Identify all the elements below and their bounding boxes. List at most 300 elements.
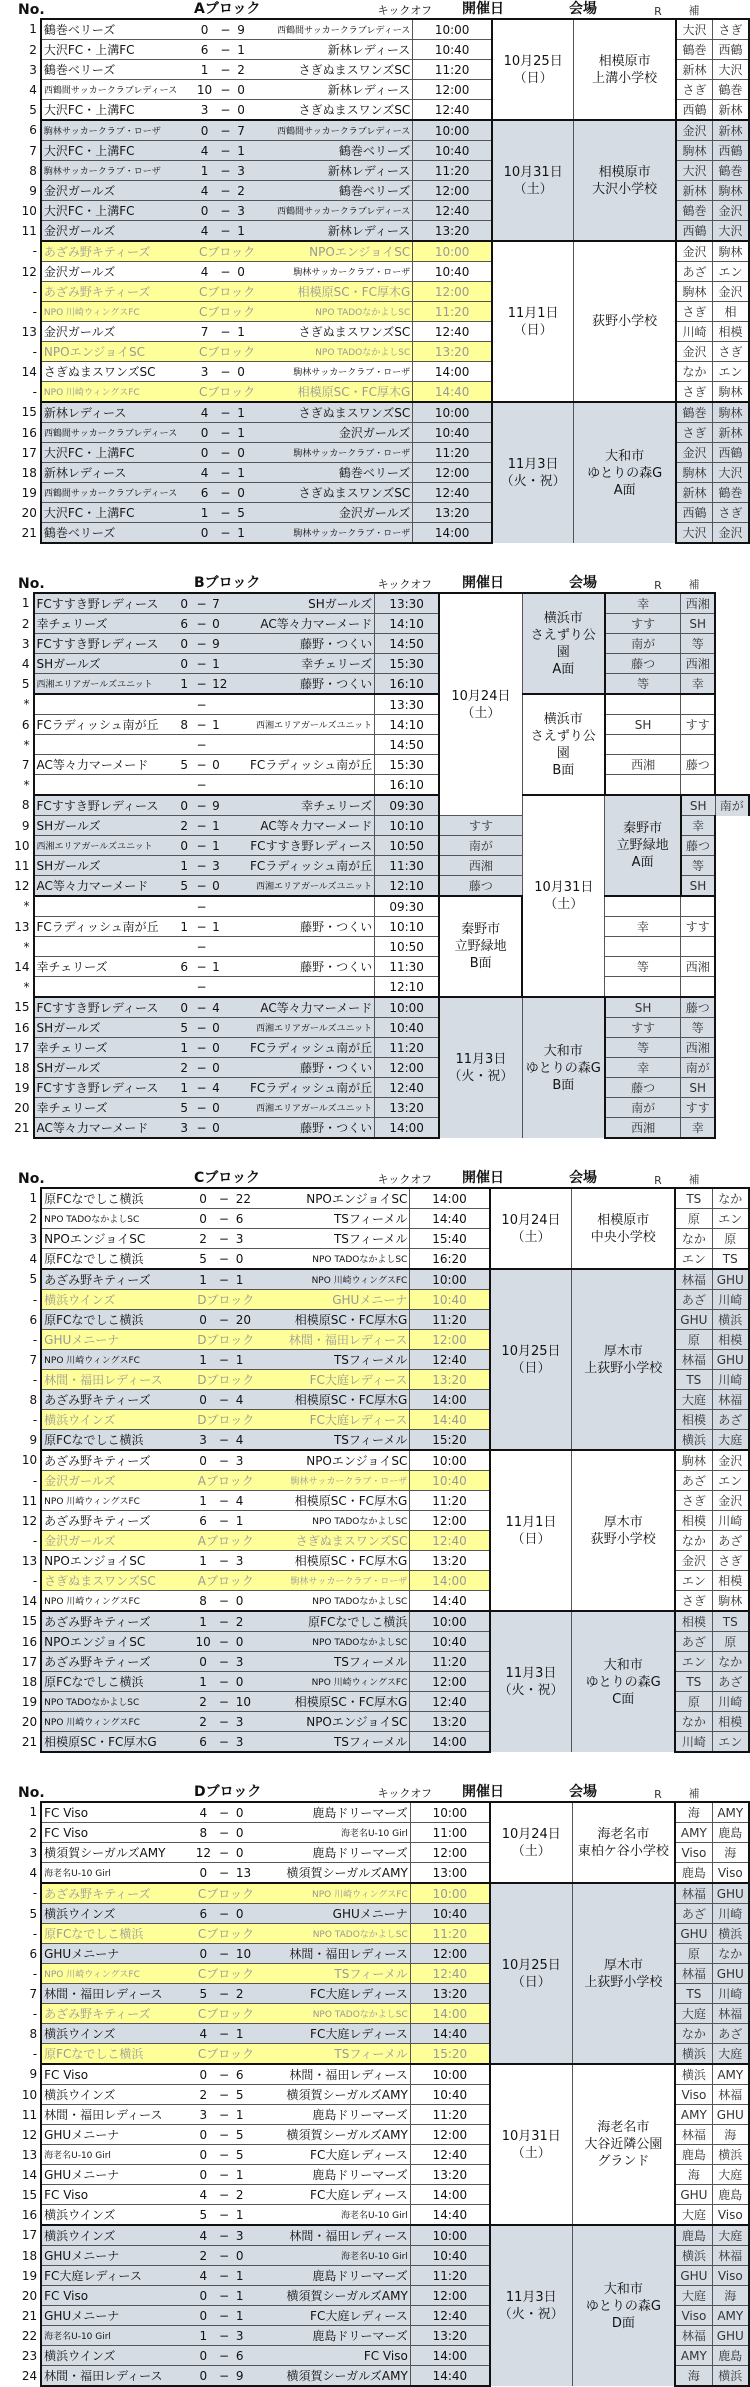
referee-team: 大庭: [675, 2004, 712, 2024]
score-dash: −: [193, 634, 210, 654]
away-score: 0: [210, 1038, 233, 1058]
home-team: SHガールズ: [34, 654, 176, 674]
block-header: [0, 574, 750, 592]
away-score: [210, 775, 233, 796]
assistant-team: 大沢: [712, 463, 749, 483]
referee-team: AMY: [675, 2105, 712, 2125]
match-number: 15: [0, 1611, 41, 1632]
match-row: [0, 1269, 749, 1290]
away-score: 6: [234, 1209, 260, 1229]
venue-name: 相模原市 上溝小学校: [574, 19, 676, 120]
assistant-team: 金沢: [712, 201, 749, 221]
home-score: [176, 735, 193, 755]
home-score: 3: [192, 2105, 214, 2125]
away-team: 鹿島ドリーマーズ: [259, 1802, 410, 1823]
score-dash: −: [193, 917, 210, 937]
score-dash: −: [193, 1078, 210, 1098]
home-score: 0: [194, 19, 216, 40]
away-team: 駒林サッカークラブ・ローザ: [259, 1471, 410, 1491]
assistant-team: [681, 937, 715, 957]
away-team: NPO TADOなかよしSC: [259, 1632, 410, 1652]
kickoff-time: 10:40: [413, 40, 492, 60]
referee-team: あざ: [675, 1904, 712, 1924]
assistant-team: 等: [681, 856, 715, 876]
assistant-team: 川崎: [712, 1904, 749, 1924]
kickoff-time: 14:00: [410, 1732, 490, 1753]
home-team: 金沢ガールズ: [41, 181, 194, 201]
match-number: 9: [0, 816, 34, 836]
assistant-team: 新林: [712, 100, 749, 121]
away-team: AC等々力マーメード: [233, 816, 375, 836]
assistant-team: GHU: [712, 2326, 749, 2346]
score-dash: −: [214, 2346, 234, 2366]
schedule-table: [0, 18, 750, 544]
block-gap: [0, 1753, 750, 1783]
referee-team: なか: [675, 2024, 712, 2044]
referee-team: 金沢: [676, 241, 712, 262]
score-dash: −: [214, 1732, 234, 1753]
away-score: 0: [210, 876, 233, 897]
kickoff-time: 14:40: [410, 2366, 490, 2387]
away-team: さぎぬまスワンズSC: [261, 483, 413, 503]
home-score: 4: [192, 2185, 214, 2205]
block-title: Dブロック: [194, 1784, 262, 1800]
kickoff-time: 13:20: [410, 1984, 490, 2004]
home-team: 原FCなでしこ横浜: [41, 2044, 192, 2065]
away-team: 横須賀シーガルズAMY: [259, 2286, 410, 2306]
referee-team: 西湘: [605, 1118, 681, 1139]
kickoff-time: 12:00: [410, 1843, 490, 1863]
score-dash: −: [214, 1802, 234, 1823]
kickoff-time: 13:20: [410, 1551, 490, 1571]
home-score: 4: [194, 221, 216, 242]
kickoff-time: 10:40: [410, 1290, 490, 1310]
referee-team: 大庭: [675, 2205, 712, 2226]
away-team: FCすすき野レディース: [233, 836, 375, 856]
match-date: 11月1日 （日）: [492, 241, 574, 402]
assistant-team: 駒林: [712, 402, 749, 423]
home-score: 6: [194, 40, 216, 60]
home-score: 0: [192, 2306, 214, 2326]
away-team: 海老名U-10 Girl: [259, 2205, 410, 2226]
assistant-team: 駒林: [712, 1591, 749, 1612]
assistant-team: 西湘: [681, 957, 715, 977]
referee-team: 幸: [605, 917, 681, 937]
referee-team: Viso: [675, 2306, 712, 2326]
home-score: 5: [176, 876, 193, 897]
referee-team: 川崎: [676, 322, 712, 342]
home-team: 幸チェリーズ: [34, 1038, 176, 1058]
home-score: 6: [176, 614, 193, 634]
match-date: 11月3日 （火・祝）: [490, 2225, 572, 2386]
home-score: 1: [194, 503, 216, 523]
away-team: 相模原SC・FC厚木G: [259, 1491, 410, 1511]
kickoff-time: 12:10: [375, 977, 440, 998]
home-team: 西湘エリアガールズユニット: [34, 836, 176, 856]
away-score: [210, 694, 233, 715]
home-score: 3: [192, 1430, 214, 1451]
home-team: SHガールズ: [34, 1018, 176, 1038]
home-team: SHガールズ: [34, 816, 176, 836]
home-team: NPO TADOなかよしSC: [41, 1209, 192, 1229]
referee-team: さぎ: [675, 1591, 712, 1612]
score-dash: −: [215, 443, 235, 463]
home-score: [176, 937, 193, 957]
header-assistant: 補: [688, 1173, 700, 1186]
score-dash: −: [214, 2205, 234, 2226]
away-score: 4: [210, 997, 233, 1018]
header-assistant: 補: [688, 578, 700, 591]
away-score: 1: [210, 715, 233, 735]
referee-team: 西鶴: [676, 221, 712, 242]
away-score: 3: [234, 1450, 260, 1471]
away-team: 幸チェリーズ: [233, 795, 375, 816]
away-team: さぎぬまスワンズSC: [259, 1531, 410, 1551]
home-team: あざみ野キティーズ: [41, 1269, 192, 1290]
assistant-team: AMY: [712, 1802, 749, 1823]
match-number: -: [0, 2004, 41, 2024]
home-team: [34, 977, 176, 998]
score-dash: −: [193, 977, 210, 998]
referee-team: SH: [605, 997, 681, 1018]
match-number: 21: [0, 1732, 41, 1753]
referee-team: 林福: [675, 2326, 712, 2346]
score-dash: −: [215, 40, 235, 60]
home-score: 4: [192, 2225, 214, 2246]
away-team: 林間・福田レディース: [259, 1944, 410, 1964]
home-team: [34, 694, 176, 715]
away-team: [233, 694, 375, 715]
away-team: FC大庭レディース: [259, 1370, 410, 1390]
kickoff-time: 09:30: [375, 795, 440, 816]
referee-team: 林福: [675, 2125, 712, 2145]
assistant-team: 新林: [712, 423, 749, 443]
match-row: [0, 755, 749, 775]
match-number: 10: [0, 836, 34, 856]
away-team: 西鶴間サッカークラブレディース: [261, 120, 413, 141]
assistant-team: GHU: [712, 1269, 749, 1290]
home-team: NPO 川崎ウィングスFC: [41, 1712, 192, 1732]
score-dash: −: [214, 1632, 234, 1652]
match-number: 9: [0, 2064, 41, 2085]
assistant-team: 藤つ: [681, 755, 715, 775]
kickoff-time: 13:20: [413, 503, 492, 523]
home-team: FC Viso: [41, 2185, 192, 2205]
block-gap: [0, 1139, 750, 1169]
away-score: 7: [210, 593, 233, 614]
away-score: 4: [234, 1491, 260, 1511]
home-team: 幸チェリーズ: [34, 1098, 176, 1118]
match-date: 10月31日 （土）: [492, 120, 574, 241]
other-block-label: Cブロック: [194, 282, 261, 302]
away-score: 0: [234, 1823, 260, 1843]
match-number: -: [0, 382, 41, 403]
away-score: 1: [235, 221, 260, 242]
score-dash: −: [193, 755, 210, 775]
kickoff-time: 14:00: [410, 2185, 490, 2205]
assistant-team: 鹿島: [712, 2185, 749, 2205]
referee-team: 横浜: [675, 2246, 712, 2266]
assistant-team: あざ: [712, 2024, 749, 2044]
match-row: [0, 674, 749, 695]
match-number: 2: [0, 614, 34, 634]
home-team: NPO 川崎ウィングスFC: [41, 1591, 192, 1612]
assistant-team: 西湘: [681, 593, 715, 614]
home-team: あざみ野キティーズ: [41, 1511, 192, 1531]
away-team: 鹿島ドリーマーズ: [259, 2165, 410, 2185]
assistant-team: 川崎: [712, 1692, 749, 1712]
home-team: あざみ野キティーズ: [41, 1883, 192, 1904]
score-dash: −: [193, 896, 210, 917]
away-score: 10: [234, 1944, 260, 1964]
kickoff-time: 14:00: [410, 1188, 490, 1209]
assistant-team: エン: [712, 262, 749, 282]
home-score: 0: [194, 523, 216, 544]
header-date: 開催日: [462, 1784, 504, 1800]
home-score: [176, 694, 193, 715]
home-team: SHガールズ: [34, 1058, 176, 1078]
score-dash: −: [214, 1712, 234, 1732]
home-score: 8: [192, 1591, 214, 1612]
home-score: 4: [194, 181, 216, 201]
match-date: 11月3日 （火・祝）: [439, 997, 522, 1138]
score-dash: −: [214, 2105, 234, 2125]
kickoff-time: 12:00: [410, 2125, 490, 2145]
home-team: 大沢FC・上溝FC: [41, 503, 194, 523]
assistant-team: 大庭: [712, 2165, 749, 2185]
away-team: FC Viso: [259, 2346, 410, 2366]
home-team: 駒林サッカークラブ・ローザ: [41, 161, 194, 181]
other-block-label: Dブロック: [192, 1410, 259, 1430]
away-team: さぎぬまスワンズSC: [261, 322, 413, 342]
block-1: [0, 574, 750, 1139]
score-dash: −: [193, 715, 210, 735]
header-no: No.: [18, 576, 45, 592]
referee-team: [605, 735, 681, 755]
referee-team: 横浜: [675, 2044, 712, 2065]
referee-team: 南が: [439, 836, 522, 856]
home-score: 0: [192, 2346, 214, 2366]
home-score: 2: [192, 1229, 214, 1249]
away-team: 海老名U-10 Girl: [259, 2246, 410, 2266]
referee-team: TS: [675, 1984, 712, 2004]
assistant-team: 横浜: [712, 1310, 749, 1330]
referee-team: なか: [676, 362, 712, 382]
away-score: 0: [234, 1672, 260, 1692]
away-team: NPO TADOなかよしSC: [259, 1249, 410, 1270]
away-score: 1: [235, 423, 260, 443]
kickoff-time: 14:00: [410, 1390, 490, 1410]
kickoff-time: 15:20: [410, 1430, 490, 1451]
match-date: 10月25日 （日）: [490, 1883, 572, 2064]
away-score: 5: [234, 2085, 260, 2105]
assistant-team: 大庭: [712, 2225, 749, 2246]
referee-team: 海: [675, 1802, 712, 1823]
header-kickoff: キックオフ: [377, 4, 432, 17]
assistant-team: 相模: [712, 1571, 749, 1591]
away-score: 6: [234, 2064, 260, 2085]
match-number: 13: [0, 1551, 41, 1571]
match-number: 8: [0, 1390, 41, 1410]
match-number: 11: [0, 1491, 41, 1511]
other-block-label: Cブロック: [192, 1964, 259, 1984]
score-dash: −: [215, 141, 235, 161]
home-score: 5: [192, 1249, 214, 1270]
match-number: 20: [0, 2286, 41, 2306]
kickoff-time: 12:00: [410, 1330, 490, 1350]
score-dash: −: [214, 1843, 234, 1863]
home-team: あざみ野キティーズ: [41, 241, 194, 262]
match-number: 17: [0, 443, 41, 463]
score-dash: −: [214, 2266, 234, 2286]
home-score: 5: [176, 1018, 193, 1038]
match-row: [0, 2225, 749, 2246]
block-0: [0, 0, 750, 544]
referee-team: 金沢: [675, 1551, 712, 1571]
match-number: 1: [0, 1802, 41, 1823]
away-score: 3: [234, 2326, 260, 2346]
away-team: 横須賀シーガルズAMY: [259, 2085, 410, 2105]
referee-team: 西湘: [605, 755, 681, 775]
home-team: あざみ野キティーズ: [41, 1652, 192, 1672]
away-team: [233, 977, 375, 998]
away-score: 1: [210, 816, 233, 836]
referee-team: 藤つ: [605, 1078, 681, 1098]
block-3: [0, 1783, 750, 2387]
home-team: NPO 川崎ウィングスFC: [41, 302, 194, 322]
other-block-label: Aブロック: [192, 1531, 259, 1551]
kickoff-time: 14:50: [375, 634, 440, 654]
match-number: 4: [0, 1249, 41, 1270]
away-team: 横須賀シーガルズAMY: [259, 2125, 410, 2145]
kickoff-time: 14:00: [410, 1571, 490, 1591]
match-row: [0, 593, 749, 614]
home-score: 0: [192, 1944, 214, 1964]
match-number: 11: [0, 221, 41, 242]
home-score: 2: [176, 816, 193, 836]
away-team: 西湘エリアガールズユニット: [233, 876, 375, 897]
match-row: [0, 1188, 749, 1209]
referee-team: 原: [675, 1209, 712, 1229]
assistant-team: 川崎: [712, 1511, 749, 1531]
referee-team: 原: [675, 1692, 712, 1712]
assistant-team: GHU: [712, 2105, 749, 2125]
home-team: 大沢FC・上溝FC: [41, 443, 194, 463]
home-team: あざみ野キティーズ: [41, 1611, 192, 1632]
away-team: FC大庭レディース: [259, 2306, 410, 2326]
kickoff-time: 11:20: [410, 2105, 490, 2125]
assistant-team: SH: [681, 876, 715, 897]
match-number: 21: [0, 1118, 34, 1139]
kickoff-time: 15:20: [410, 2044, 490, 2065]
score-dash: −: [193, 836, 210, 856]
referee-team: 南が: [605, 634, 681, 654]
score-dash: −: [214, 1229, 234, 1249]
referee-team: 鹿島: [675, 1863, 712, 1884]
away-team: 鹿島ドリーマーズ: [259, 2326, 410, 2346]
referee-team: Viso: [675, 2085, 712, 2105]
kickoff-time: 12:00: [410, 1511, 490, 1531]
referee-team: TS: [675, 1188, 712, 1209]
header-referee: R: [654, 5, 662, 18]
score-dash: −: [214, 1310, 234, 1330]
header-venue: 会場: [569, 1170, 597, 1186]
away-score: 2: [234, 2185, 260, 2205]
kickoff-time: 13:20: [410, 1712, 490, 1732]
assistant-team: 鹿島: [712, 1823, 749, 1843]
score-dash: −: [215, 523, 235, 544]
away-score: 3: [234, 1551, 260, 1571]
away-score: 0: [234, 1632, 260, 1652]
match-number: 3: [0, 1229, 41, 1249]
score-dash: −: [214, 1269, 234, 1290]
assistant-team: 藤つ: [681, 836, 715, 856]
home-team: NPOエンジョイSC: [41, 1229, 192, 1249]
match-row: [0, 1078, 749, 1098]
match-number: 3: [0, 60, 41, 80]
home-score: 12: [192, 1843, 214, 1863]
match-number: 20: [0, 1098, 34, 1118]
score-dash: −: [214, 1430, 234, 1451]
match-number: 5: [0, 1269, 41, 1290]
assistant-team: なか: [712, 1188, 749, 1209]
away-score: 1: [210, 654, 233, 674]
score-dash: −: [214, 1209, 234, 1229]
home-team: 金沢ガールズ: [41, 1471, 192, 1491]
home-score: 4: [192, 2266, 214, 2286]
away-score: 2: [235, 181, 260, 201]
block-title: Cブロック: [194, 1170, 260, 1186]
match-row: [0, 735, 749, 755]
home-team: 鶴巻ベリーズ: [41, 60, 194, 80]
home-team: NPO 川崎ウィングスFC: [41, 1491, 192, 1511]
home-team: GHUメニーナ: [41, 2246, 192, 2266]
referee-team: すす: [605, 1018, 681, 1038]
referee-team: [605, 937, 681, 957]
assistant-team: 林福: [712, 2085, 749, 2105]
kickoff-time: 12:40: [413, 201, 492, 221]
home-team: NPO 川崎ウィングスFC: [41, 1964, 192, 1984]
home-score: 0: [192, 2145, 214, 2165]
score-dash: −: [214, 1692, 234, 1712]
kickoff-time: 12:00: [413, 463, 492, 483]
kickoff-time: 11:20: [410, 2266, 490, 2286]
score-dash: −: [215, 120, 235, 141]
score-dash: −: [193, 674, 210, 695]
assistant-team: 川崎: [712, 1370, 749, 1390]
match-number: 15: [0, 402, 41, 423]
match-number: 2: [0, 1823, 41, 1843]
away-score: 0: [234, 2246, 260, 2266]
home-team: 駒林サッカークラブ・ローザ: [41, 120, 194, 141]
away-team: 西湘エリアガールズユニット: [233, 1018, 375, 1038]
kickoff-time: 15:40: [410, 1229, 490, 1249]
score-dash: −: [214, 2125, 234, 2145]
match-number: -: [0, 1290, 41, 1310]
kickoff-time: 11:20: [410, 1491, 490, 1511]
home-team: GHUメニーナ: [41, 1944, 192, 1964]
assistant-team: 川崎: [712, 1984, 749, 2004]
match-number: 7: [0, 1350, 41, 1370]
header-no: No.: [18, 1171, 45, 1187]
schedule-table: [0, 1801, 750, 2387]
kickoff-time: 13:20: [375, 1098, 440, 1118]
match-number: 21: [0, 2306, 41, 2326]
block-title: Bブロック: [194, 575, 261, 591]
home-score: 0: [176, 634, 193, 654]
score-dash: −: [193, 816, 210, 836]
home-team: [34, 937, 176, 957]
